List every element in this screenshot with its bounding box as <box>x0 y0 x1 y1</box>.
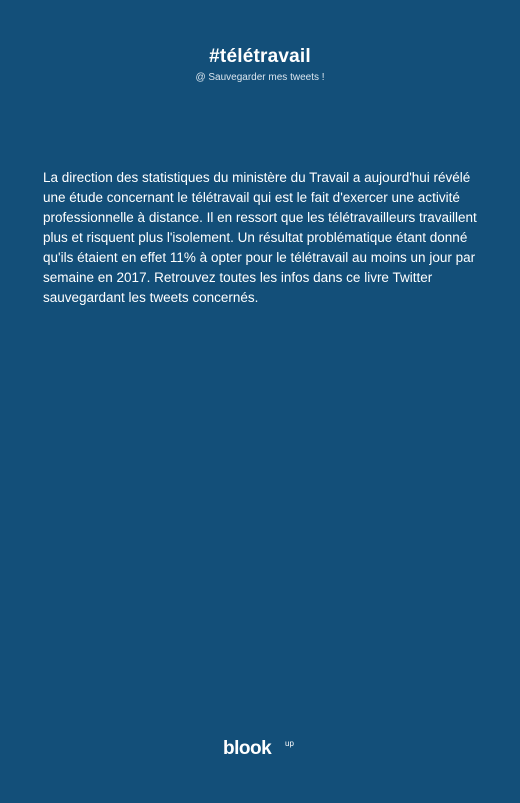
logo-wordmark: blook <box>223 738 272 759</box>
logo-superscript: up <box>285 739 294 748</box>
book-subtitle: @ Sauvegarder mes tweets ! <box>195 72 325 83</box>
blookup-logo <box>223 736 303 766</box>
book-title: #télétravail <box>209 46 311 67</box>
book-description: La direction des statistiques du ministère du Travail a aujourd'hui révélé une étude concernant le télétravail qui est le fait d'exercer une activité professionnelle à distance. Il en ressort que les télétravailleurs travaillent plus et risquent plus l'isolement. Un résultat problématique étant donné qu'ils étaient en effet 11% à opter pour le télétravail au moins un jour par semaine en 2017. Retrouvez toutes les infos dans ce livre Twitter sauvegardant les tweets concernés. <box>43 170 477 305</box>
